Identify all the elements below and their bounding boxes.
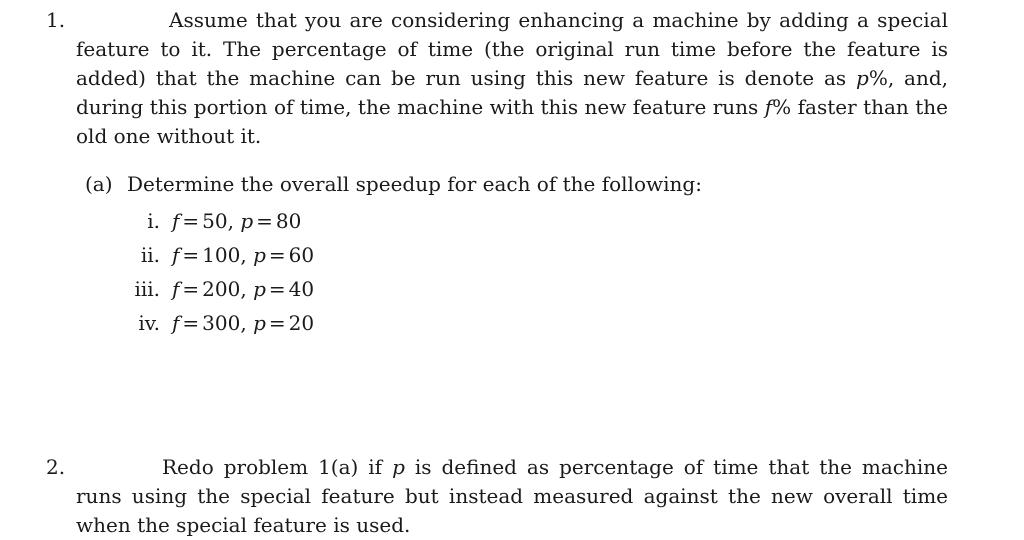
problem-2-number: 2. xyxy=(46,455,66,479)
p-variable: p xyxy=(253,277,266,301)
p-value: 80 xyxy=(275,209,302,233)
list-item-expression xyxy=(172,309,314,338)
f-value: 300 xyxy=(202,311,241,335)
list-item-expression xyxy=(172,207,301,236)
problem-2-text-part-2: is defined as percentage of time that the machine runs using the special feature but instead measured against the new overall time when the special feature is used. xyxy=(76,455,949,537)
list-item-expression xyxy=(172,241,314,270)
list-item xyxy=(0,207,1024,236)
f-variable: f xyxy=(172,243,180,267)
f-value: 100 xyxy=(202,243,241,267)
equals-sign: = xyxy=(268,243,286,267)
f-variable: f xyxy=(172,277,180,301)
comma: , xyxy=(227,209,234,233)
p-variable: p xyxy=(253,311,266,335)
list-item-number: iii. xyxy=(134,277,160,301)
comma: , xyxy=(240,311,247,335)
p-variable: p xyxy=(240,209,254,233)
equals-sign: = xyxy=(182,209,200,233)
p-value: 20 xyxy=(288,311,315,335)
list-item-number: i. xyxy=(147,209,160,233)
problem-1-text-part-2: %, and, during this portion of time, the machine with this new feature runs xyxy=(76,66,948,119)
f-variable: f xyxy=(172,311,180,335)
part-a-label: (a) xyxy=(85,172,113,196)
list-item-number: iv. xyxy=(138,311,160,335)
list-item xyxy=(0,309,1024,338)
equals-sign: = xyxy=(182,243,200,267)
list-item-number: ii. xyxy=(140,243,160,267)
f-variable: f xyxy=(172,209,180,233)
equals-sign: = xyxy=(268,311,286,335)
problem-1-p-variable: p xyxy=(856,66,869,90)
f-value: 200 xyxy=(202,277,241,301)
list-item xyxy=(0,275,1024,304)
problem-2-p-variable: p xyxy=(392,455,405,479)
problem-2-text xyxy=(76,453,948,540)
problem-2-text-part-1: Redo problem 1(a) if xyxy=(162,455,393,479)
comma: , xyxy=(240,243,247,267)
f-value: 50 xyxy=(202,209,228,233)
problem-1-text-part-3: % faster than the old one without it. xyxy=(76,95,949,148)
problem-1-f-variable: f xyxy=(764,95,773,119)
p-value: 60 xyxy=(288,243,315,267)
p-variable: p xyxy=(253,243,266,267)
list-item xyxy=(0,241,1024,270)
equals-sign: = xyxy=(182,311,200,335)
problem-1-number: 1. xyxy=(46,8,66,32)
list-item-expression xyxy=(172,275,314,304)
comma: , xyxy=(240,277,247,301)
problem-1-text-part-1: Assume that you are considering enhancing a machine by adding a special feature to it. The percentage of time (the original run time before the feature is added) that the machine can be run using this new feature is denote as xyxy=(76,8,948,90)
equals-sign: = xyxy=(268,277,286,301)
part-a-text: Determine the overall speedup for each of the following: xyxy=(127,172,702,196)
equals-sign: = xyxy=(256,209,273,233)
problem-1-text xyxy=(76,6,948,151)
equals-sign: = xyxy=(182,277,200,301)
p-value: 40 xyxy=(288,277,315,301)
